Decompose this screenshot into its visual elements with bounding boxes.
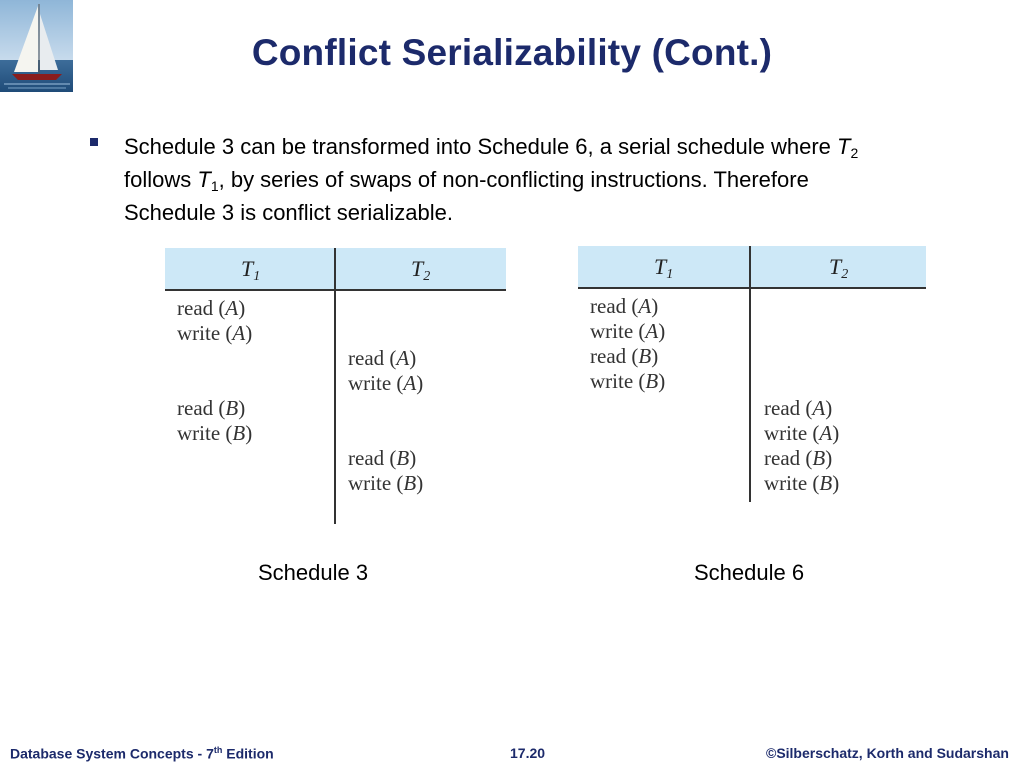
schedule-6-op-7: read (B): [764, 446, 833, 470]
bullet-text-part1: Schedule 3 can be transformed into Schedule 6, a serial schedule where: [124, 134, 837, 159]
schedule-6-op-3: read (B): [590, 344, 659, 368]
schedule-3-t2-var: T: [411, 256, 424, 281]
schedule-3-divider: [334, 248, 336, 524]
bullet-line-3: [124, 196, 954, 229]
schedule-6-caption: Schedule 6: [694, 560, 805, 585]
t2-variable: T: [837, 134, 851, 159]
schedule-3-op-5: read (B): [177, 396, 246, 420]
footer-book-title: [10, 745, 274, 762]
schedule-3-op-2: write (A): [177, 321, 253, 345]
t2-subscript: 2: [850, 145, 859, 161]
schedule-6-col-t1-header: [654, 254, 673, 280]
schedule-3-caption: Schedule 3: [258, 560, 369, 585]
schedule-6-op-4: write (B): [590, 369, 666, 393]
t1-subscript: 1: [210, 178, 219, 194]
schedule-3-table: [165, 248, 506, 528]
footer-page-number: 17.20: [510, 745, 546, 761]
schedule-6-t1-var: T: [654, 254, 667, 279]
schedule-6-col-t2-header: [829, 254, 848, 280]
footer-book-title-end: Edition: [222, 745, 274, 762]
bullet-line-2: [124, 163, 954, 196]
schedule-6-table: [578, 246, 926, 506]
schedule-3-op-3: read (A): [348, 346, 417, 370]
schedule-3-op-7: read (B): [348, 446, 417, 470]
footer-copyright: ©Silberschatz, Korth and Sudarshan: [766, 745, 1009, 761]
schedule-3-op-8: write (B): [348, 471, 424, 495]
schedule-3-t1-var: T: [241, 256, 254, 281]
bullet-text-part2: follows: [124, 167, 198, 192]
schedule-6-op-8: write (B): [764, 471, 840, 495]
t1-variable: T: [197, 167, 211, 192]
schedule-6-op-6: write (A): [764, 421, 840, 445]
schedule-3-col-t1-header: [241, 256, 260, 282]
bullet-text-part4: Schedule 3 is conflict serializable.: [124, 200, 453, 225]
schedule-6-t2-var: T: [829, 254, 842, 279]
schedule-6-t2-sub: 2: [841, 267, 849, 282]
schedule-6-divider: [749, 246, 751, 502]
bullet-line-1: [124, 130, 954, 163]
schedule-3-t1-sub: 1: [253, 269, 261, 284]
schedule-3-t2-sub: 2: [423, 269, 431, 284]
schedule-3-op-4: write (A): [348, 371, 424, 395]
schedule-6-op-5: read (A): [764, 396, 833, 420]
bullet-text-part3: , by series of swaps of non-conflicting instructions. Therefore: [218, 167, 809, 192]
bullet-paragraph: [124, 130, 954, 229]
footer-book-title-sup: th: [213, 745, 223, 755]
schedule-6-t1-sub: 1: [666, 267, 674, 282]
schedule-3-op-1: read (A): [177, 296, 246, 320]
slide-title: Conflict Serializability (Cont.): [251, 32, 773, 73]
schedule-3-col-t2-header: [411, 256, 430, 282]
schedule-6-op-1: read (A): [590, 294, 659, 318]
schedule-6-op-2: write (A): [590, 319, 666, 343]
square-bullet-icon: [90, 138, 98, 146]
schedule-3-op-6: write (B): [177, 421, 253, 445]
schedule-6-header: [578, 246, 926, 289]
footer-book-title-main: Database System Concepts - 7: [10, 745, 214, 762]
